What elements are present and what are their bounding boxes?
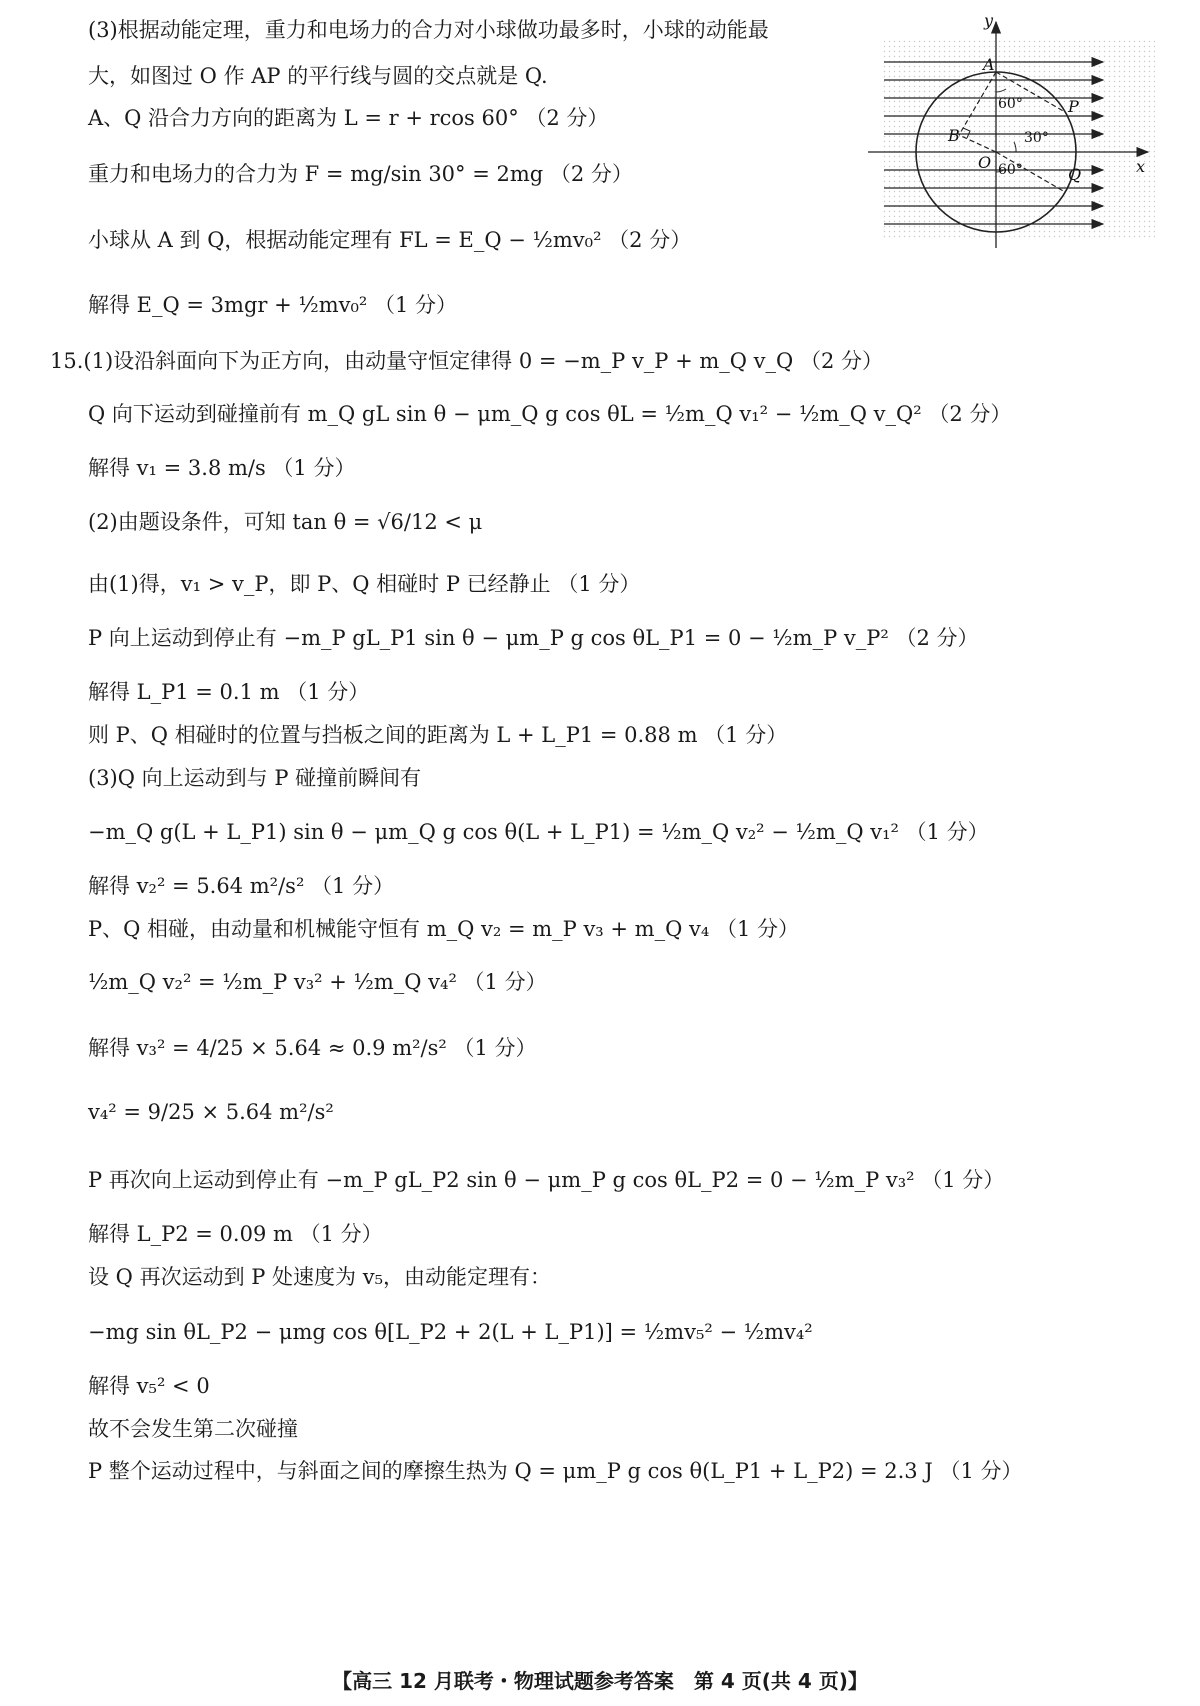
angle-label-2: 30° <box>1024 130 1049 146</box>
label-O: O <box>978 153 992 172</box>
text-line-22: P 再次向上运动到停止有 −m_P gL_P2 sin θ − μm_P g cos θL_P2 = 0 − ½m_P v₃² （1 分） <box>88 1168 1005 1192</box>
label-Q: Q <box>1068 165 1082 184</box>
text-line-26: 解得 v₅² < 0 <box>88 1374 210 1398</box>
text-line-5: 小球从 A 到 Q，根据动能定理有 FL = E_Q − ½mv₀² （2 分） <box>88 228 692 252</box>
text-line-11: 由(1)得，v₁ > v_P，即 P、Q 相碰时 P 已经静止 （1 分） <box>88 572 641 596</box>
label-x: x <box>1136 157 1146 176</box>
text-line-8: Q 向下运动到碰撞前有 m_Q gL sin θ − μm_Q g cos θL = ½m_Q v₁² − ½m_Q v_Q² （2 分） <box>88 402 1012 426</box>
text-line-4: 重力和电场力的合力为 F = mg/sin 30° = 2mg （2 分） <box>88 162 633 186</box>
text-line-20: 解得 v₃² = 4/25 × 5.64 ≈ 0.9 m²/s² （1 分） <box>88 1036 537 1060</box>
text-line-12: P 向上运动到停止有 −m_P gL_P1 sin θ − μm_P g cos θL_P1 = 0 − ½m_P v_P² （2 分） <box>88 626 979 650</box>
text-line-21: v₄² = 9/25 × 5.64 m²/s² <box>88 1100 334 1124</box>
text-line-14: 则 P、Q 相碰时的位置与挡板之间的距离为 L + L_P1 = 0.88 m （1 分） <box>88 723 788 747</box>
text-line-3: A、Q 沿合力方向的距离为 L = r + rcos 60° （2 分） <box>88 106 609 130</box>
text-line-13: 解得 L_P1 = 0.1 m （1 分） <box>88 680 370 704</box>
text-line-9: 解得 v₁ = 3.8 m/s （1 分） <box>88 456 356 480</box>
text-line-27: 故不会发生第二次碰撞 <box>88 1417 298 1441</box>
angle-label-1: 60° <box>998 96 1023 112</box>
text-line-23: 解得 L_P2 = 0.09 m （1 分） <box>88 1222 383 1246</box>
label-y: y <box>984 11 994 30</box>
text-line-10: (2)由题设条件，可知 tan θ = √6/12 < μ <box>88 510 483 534</box>
label-B: B <box>948 126 960 145</box>
text-line-6: 解得 E_Q = 3mgr + ½mv₀² （1 分） <box>88 293 458 317</box>
text-line-2: 大，如图过 O 作 AP 的平行线与圆的交点就是 Q. <box>88 64 548 88</box>
text-line-16: −m_Q g(L + L_P1) sin θ − μm_Q g cos θ(L + L_P1) = ½m_Q v₂² − ½m_Q v₁² （1 分） <box>88 820 989 844</box>
circle-field-diagram <box>848 10 1160 260</box>
text-line-28: P 整个运动过程中，与斜面之间的摩擦生热为 Q = μm_P g cos θ(L_P1 + L_P2) = 2.3 J （1 分） <box>88 1459 1023 1483</box>
question-15-start: 15.(1)设沿斜面向下为正方向，由动量守恒定律得 0 = −m_P v_P + m_Q v_Q （2 分） <box>50 349 883 373</box>
page-footer: 【高三 12 月联考・物理试题参考答案 第 4 页(共 4 页)】 <box>332 1669 868 1693</box>
text-line-15: (3)Q 向上运动到与 P 碰撞前瞬间有 <box>88 766 422 790</box>
label-A: A <box>983 55 995 74</box>
dotted-background <box>883 40 1155 240</box>
text-line-25: −mg sin θL_P2 − μmg cos θ[L_P2 + 2(L + L_P1)] = ½mv₅² − ½mv₄² <box>88 1320 813 1344</box>
angle-label-3: 60° <box>998 162 1023 178</box>
text-line-17: 解得 v₂² = 5.64 m²/s² （1 分） <box>88 874 395 898</box>
text-line-24: 设 Q 再次运动到 P 处速度为 v₅，由动能定理有： <box>88 1265 552 1289</box>
label-P: P <box>1068 97 1079 116</box>
text-line-1: (3)根据动能定理，重力和电场力的合力对小球做功最多时，小球的动能最 <box>88 18 769 42</box>
text-line-19: ½m_Q v₂² = ½m_P v₃² + ½m_Q v₄² （1 分） <box>88 970 547 994</box>
text-line-18: P、Q 相碰，由动量和机械能守恒有 m_Q v₂ = m_P v₃ + m_Q v₄ （1 分） <box>88 917 799 941</box>
